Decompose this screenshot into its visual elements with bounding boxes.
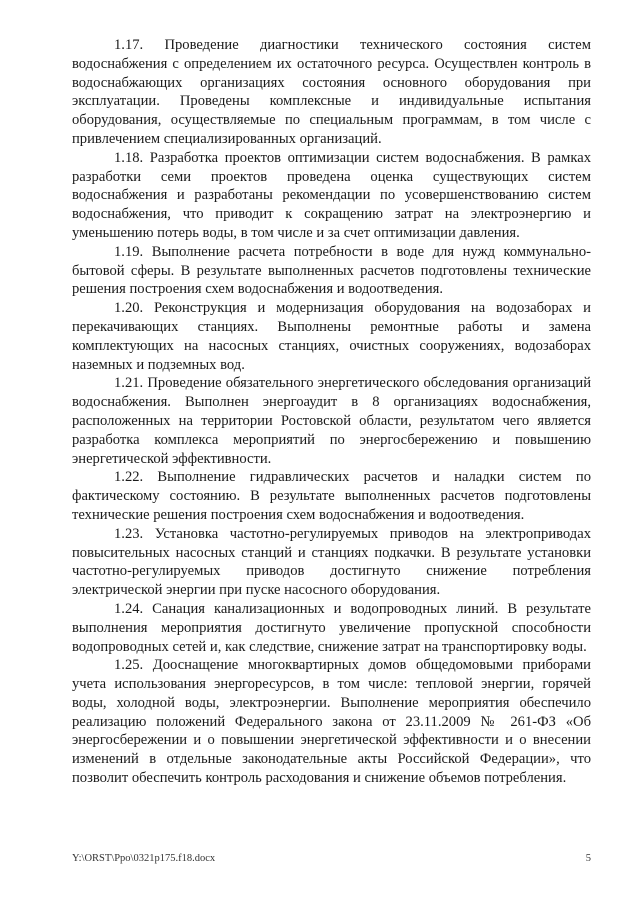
paragraph-1-18 bbox=[72, 149, 591, 243]
paragraph-number: 1.17. bbox=[114, 37, 144, 53]
paragraph-number: 1.23. bbox=[114, 525, 144, 542]
paragraph-text: Проведение диагностики технического состояния систем водоснабжения с определением их остаточного ресурса. Осуществлен контроль в водоснабжающих организациях состояния основного оборудования при эксплуатации. Проведены комплексные и индивидуальные испытания оборудования, осуществляемые по специальным программам, в том числе с привлечением специализированных организаций. bbox=[72, 37, 591, 147]
paragraph-1-19 bbox=[72, 243, 591, 299]
document-body bbox=[72, 36, 591, 788]
paragraph-text: Разработка проектов оптимизации систем водоснабжения. В рамках разработки семи проектов проведена оценка существующих систем водоснабжения и разработаны рекомендации по усовершенствованию систем водоснабжения, что приводит к сокращению затрат на электроэнергию и уменьшению потерь воды, в том числе и за счет оптимизации давления. bbox=[72, 149, 591, 241]
paragraph-number: 1.21. bbox=[114, 375, 144, 392]
paragraph-text: Проведение обязательного энергетического обследования организаций водоснабжения. Выполнен энергоаудит в 8 организациях водоснабжения, расположенных на территории Ростовской области, результатом чего является разработка комплекса мероприятий по энергосбережению и повышению энергетической эффективности. bbox=[72, 375, 591, 467]
paragraph-number: 1.20. bbox=[114, 300, 144, 317]
footer-file-path: Y:\ORST\Ppo\0321p175.f18.docx bbox=[72, 853, 216, 864]
paragraph-1-21 bbox=[72, 374, 591, 468]
paragraph-1-23 bbox=[72, 525, 591, 600]
paragraph-number: 1.18. bbox=[114, 149, 144, 166]
paragraph-1-20 bbox=[72, 299, 591, 374]
paragraph-text: Выполнение гидравлических расчетов и наладки систем по фактическому состоянию. В результате выполненных расчетов подготовлены технические решения построения схем водоснабжения и водоотведения. bbox=[72, 469, 591, 523]
paragraph-text: Санация канализационных и водопроводных линий. В результате выполнения мероприятия достигнуто увеличение пропускной способности водопроводных сетей и, как следствие, снижение затрат на транспортировку воды. bbox=[72, 600, 591, 655]
paragraph-number: 1.25. bbox=[114, 657, 144, 674]
paragraph-number: 1.19. bbox=[114, 243, 144, 260]
paragraph-number: 1.24. bbox=[114, 600, 144, 617]
paragraph-number: 1.22. bbox=[114, 469, 144, 486]
paragraph-1-25 bbox=[72, 656, 591, 788]
paragraph-text: Реконструкция и модернизация оборудования на водозаборах и перекачивающих станциях. Выполнены ремонтные работы и замена комплектующих на насосных станциях, очистных сооружениях, водозаборах наземных и подземных вод. bbox=[72, 300, 591, 373]
paragraph-1-24 bbox=[72, 600, 591, 656]
paragraph-text: Установка частотно-регулируемых приводов на электроприводах повысительных насосных станций и станциях подкачки. В результате установки частотно-регулируемых приводов достигнуто снижение потребления электрической энергии при пуске насосного оборудования. bbox=[72, 525, 592, 599]
page-number: 5 bbox=[585, 853, 591, 864]
paragraph-text: Выполнение расчета потребности в воде для нужд коммунально-бытовой сферы. В результате выполненных расчетов подготовлены технические решения построения схем водоснабжения и водоотведения. bbox=[72, 243, 591, 298]
paragraph-1-17 bbox=[72, 36, 591, 149]
paragraph-1-22 bbox=[72, 468, 591, 524]
paragraph-text: Дооснащение многоквартирных домов общедомовыми приборами учета использования энергоресурсов, в том числе: тепловой энергии, горячей воды, холодной воды, электроэнергии. Выполнение мероприятия обеспечило реализацию положений Федерального закона от 23.11.2009 № 261-ФЗ «Об энергосбережении и о повышении энергетической эффективности и о внесении изменений в отдельные законодательные акты Российской Федерации», что позволит обеспечить контроль расходования и снижение объемов потребления. bbox=[72, 657, 591, 787]
